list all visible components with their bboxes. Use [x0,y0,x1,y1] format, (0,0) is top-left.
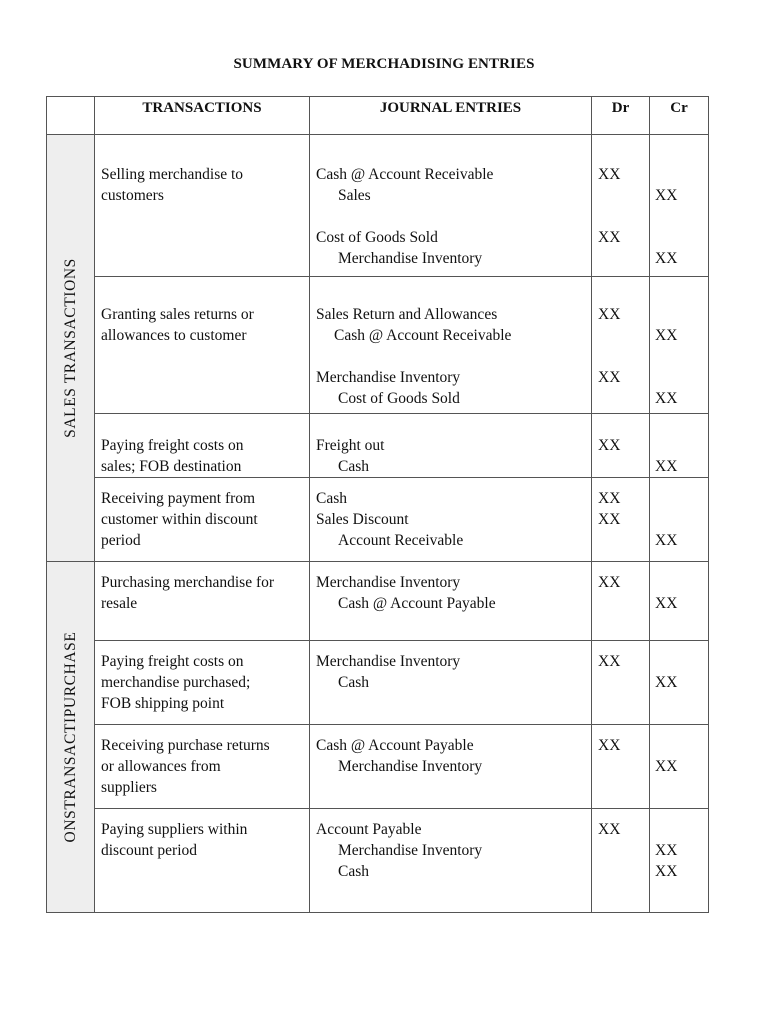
group-label-text: ONSTRANSACTIPURCHASE [61,631,79,843]
journal-entry-cell [310,725,592,809]
journal-entry-line: Merchandise Inventory [338,842,483,859]
credit-amount: XX [655,595,678,612]
table-row [47,641,709,725]
header-transactions: TRANSACTIONS [95,97,310,135]
transaction-text-line: Purchasing merchandise for [101,574,275,591]
debit-cell [592,478,650,562]
transaction-text-line: period [101,532,141,549]
debit-amount: XX [598,737,621,754]
debit-cell [592,725,650,809]
credit-amount: XX [655,187,678,204]
credit-amount: XX [655,674,678,691]
transaction-text-line: Paying freight costs on [101,437,244,454]
debit-amount: XX [598,166,621,183]
credit-amount: XX [655,758,678,775]
journal-entry-line: Cost of Goods Sold [338,390,460,407]
journal-entry-cell [310,809,592,913]
transaction-cell [95,562,310,641]
journal-entry-cell [310,478,592,562]
entry-gap [655,346,702,367]
transaction-text-line: customers [101,187,164,204]
credit-amount [655,572,702,593]
debit-cell [592,809,650,913]
debit-amount: XX [598,490,621,507]
journal-entry-line: Cash @ Account Payable [316,737,474,754]
journal-entry-line: Cash [338,863,369,880]
credit-amount [655,488,702,509]
journal-entry-line: Cost of Goods Sold [316,229,438,246]
credit-amount: XX [655,532,678,549]
journal-entry-line: Merchandise Inventory [338,758,483,775]
journal-entry-line: Cash @ Account Receivable [316,166,494,183]
entry-gap [655,206,702,227]
debit-cell [592,562,650,641]
table-row [47,809,709,913]
journal-entry-line: Freight out [316,437,385,454]
transaction-cell [95,478,310,562]
debit-amount: XX [598,306,621,323]
header-dr: Dr [592,97,650,135]
journal-entry-line: Cash [338,674,369,691]
transaction-cell [95,725,310,809]
entry-gap [598,206,643,227]
journal-entry-line: Sales Discount [316,511,409,528]
table-row [47,414,709,478]
debit-amount [598,672,643,693]
transaction-text-line: Paying freight costs on [101,653,244,670]
header-blank-cell [47,97,95,135]
transaction-cell [95,277,310,414]
transaction-text-line: customer within discount [101,511,258,528]
header-journal-entries: JOURNAL ENTRIES [310,97,592,135]
transaction-cell [95,809,310,913]
debit-cell [592,135,650,277]
credit-amount [655,164,702,185]
debit-amount: XX [598,653,621,670]
transaction-cell [95,414,310,478]
entry-gap [316,206,585,227]
credit-amount: XX [655,458,678,475]
debit-amount [598,325,643,346]
document-title: SUMMARY OF MERCHADISING ENTRIES [233,56,535,72]
debit-cell [592,641,650,725]
credit-cell [650,562,709,641]
credit-amount: XX [655,390,678,407]
table-row [47,725,709,809]
transaction-text-line: sales; FOB destination [101,458,242,475]
table-row [47,277,709,414]
header-row [47,97,709,135]
table-row [47,562,709,641]
transaction-text-line: Receiving purchase returns [101,737,270,754]
debit-amount [598,248,643,269]
transaction-text-line: Paying suppliers within [101,821,248,838]
credit-amount: XX [655,863,678,880]
header-cr: Cr [650,97,709,135]
credit-cell [650,277,709,414]
debit-cell [592,277,650,414]
debit-amount [598,593,643,614]
debit-amount [598,861,643,882]
group-label-text: SALES TRANSACTIONS [61,258,79,438]
debit-amount [598,756,643,777]
debit-amount: XX [598,574,621,591]
credit-cell [650,414,709,478]
journal-entry-line: Sales [338,187,371,204]
journal-entry-line: Merchandise Inventory [338,250,483,267]
transaction-text-line: FOB shipping point [101,695,225,712]
debit-amount [598,388,643,409]
credit-cell [650,809,709,913]
credit-amount [655,819,702,840]
credit-amount: XX [655,327,678,344]
table-row [47,478,709,562]
sales-transactions-group-label [47,135,95,562]
transaction-text-line: resale [101,595,138,612]
credit-cell [650,641,709,725]
journal-entry-cell [310,277,592,414]
credit-amount [655,367,702,388]
credit-amount [655,304,702,325]
debit-amount [598,456,643,477]
journal-entry-line: Cash [338,458,369,475]
debit-amount: XX [598,369,621,386]
entry-gap [316,346,585,367]
transaction-cell [95,135,310,277]
table-body [47,135,709,913]
journal-entry-cell [310,641,592,725]
debit-amount [598,530,643,551]
debit-amount: XX [598,437,621,454]
credit-cell [650,725,709,809]
credit-amount [655,735,702,756]
debit-amount: XX [598,511,621,528]
transaction-text-line: suppliers [101,779,157,796]
journal-entry-line: Account Receivable [338,532,464,549]
journal-entry-cell [310,414,592,478]
debit-cell [592,414,650,478]
credit-amount [655,651,702,672]
credit-amount [655,509,702,530]
journal-entry-line: Merchandise Inventory [316,653,461,670]
journal-entry-line: Cash [316,490,347,507]
entry-gap [598,346,643,367]
transaction-text-line: allowances to customer [101,327,247,344]
debit-amount [598,185,643,206]
credit-amount: XX [655,250,678,267]
journal-entry-line: Merchandise Inventory [316,369,461,386]
debit-amount [598,840,643,861]
transaction-text-line: Selling merchandise to [101,166,244,183]
purchase-transactions-group-label [47,562,95,913]
credit-cell [650,135,709,277]
journal-entry-cell [310,562,592,641]
debit-amount: XX [598,229,621,246]
credit-amount [655,435,702,456]
journal-entry-line: Cash @ Account Payable [338,595,496,612]
transaction-text-line: merchandise purchased; [101,674,251,691]
transaction-text-line: Granting sales returns or [101,306,254,323]
journal-entry-cell [310,135,592,277]
transaction-cell [95,641,310,725]
journal-entry-line: Account Payable [316,821,422,838]
transaction-text-line: Receiving payment from [101,490,256,507]
transaction-text-line: or allowances from [101,758,221,775]
credit-amount: XX [655,842,678,859]
journal-entry-line: Sales Return and Allowances [316,306,498,323]
table-row [47,135,709,277]
journal-entry-line: Cash @ Account Receivable [334,327,512,344]
credit-amount [655,227,702,248]
merchandising-entries-table [46,96,709,913]
transaction-text-line: discount period [101,842,197,859]
journal-entry-line: Merchandise Inventory [316,574,461,591]
credit-cell [650,478,709,562]
debit-amount: XX [598,821,621,838]
